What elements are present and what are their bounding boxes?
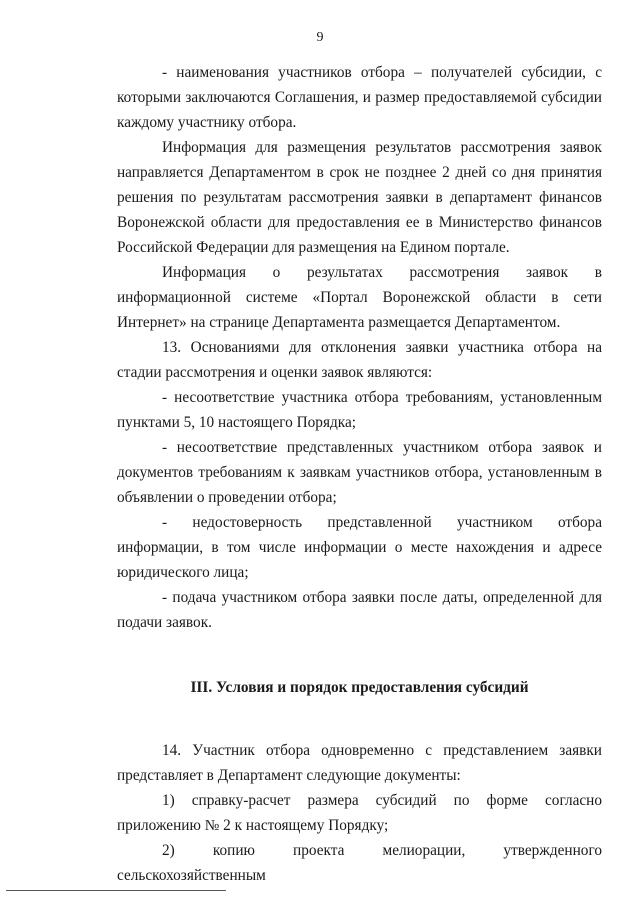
paragraph-item-13: 13. Основаниями для отклонения заявки участника отбора на стадии рассмотрения и оценки заявок являются: [117, 339, 602, 381]
page-number: 9 [316, 30, 324, 45]
paragraph-document-1: 1) справку-расчет размера субсидий по форме согласно приложению № 2 к настоящему Порядку; [117, 792, 602, 834]
section-heading: III. Условия и порядок предоставления субсидий [190, 679, 529, 696]
paragraph-document-2: 2) копию проекта мелиорации, утвержденного сельскохозяйственным [117, 842, 602, 884]
footer-divider [6, 890, 226, 891]
document-body [117, 60, 602, 888]
paragraph-rejection-reason-2: - несоответствие представленных участником отбора заявок и документов требованиям к заявкам участников отбора, установленным в объявлении о проведении отбора; [117, 439, 602, 506]
paragraph-portal-info: Информация о результатах рассмотрения заявок в информационной системе «Портал Воронежской области в сети Интернет» на странице Департамента размещается Департаментом. [117, 264, 602, 331]
paragraph-rejection-reason-1: - несоответствие участника отбора требованиям, установленным пунктами 5, 10 настоящего Порядка; [117, 389, 602, 431]
paragraph-rejection-reason-4: - подача участником отбора заявки после даты, определенной для подачи заявок. [117, 589, 602, 631]
paragraph-item-14: 14. Участник отбора одновременно с представлением заявки представляет в Департамент следующие документы: [117, 742, 602, 784]
paragraph-results-info: Информация для размещения результатов рассмотрения заявок направляется Департаментом в срок не позднее 2 дней со дня принятия решения по результатам рассмотрения заявки в департамент финансов Воронежской области для предоставления ее в Министерство финансов Российской Федерации для размещения на Едином портале. [117, 139, 602, 256]
paragraph-recipients-list: - наименования участников отбора – получателей субсидии, с которыми заключаются Соглашения, и размер предоставляемой субсидии каждому участнику отбора. [117, 64, 602, 131]
paragraph-rejection-reason-3: - недостоверность представленной участником отбора информации, в том числе информации о месте нахождения и адресе юридического лица; [117, 514, 602, 581]
